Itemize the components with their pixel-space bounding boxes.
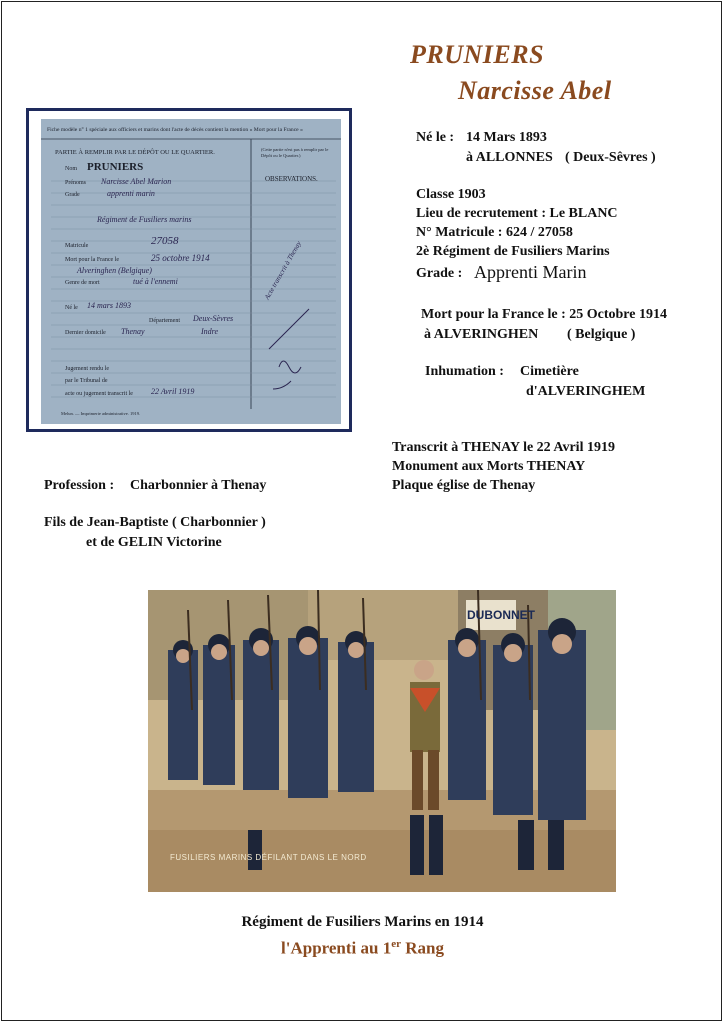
document-domicile-value: Thenay xyxy=(121,327,145,336)
parents-line-1: Fils de Jean-Baptiste ( Charbonnier ) xyxy=(44,515,266,530)
class-line: Classe 1903 xyxy=(416,187,486,202)
document-grade-value: apprenti marin xyxy=(107,189,155,198)
photo-caption-line-2 xyxy=(0,938,725,959)
death-place: à ALVERINGHEN xyxy=(424,327,539,342)
document-jugement-label: Jugement rendu le xyxy=(65,366,109,372)
regiment-line: 2è Régiment de Fusiliers Marins xyxy=(416,244,610,259)
death-country: ( Belgique ) xyxy=(567,327,636,342)
plaque-line: Plaque église de Thenay xyxy=(392,478,536,493)
document-paper xyxy=(41,119,341,424)
surname-title: PRUNIERS xyxy=(410,40,545,69)
birth-label: Né le : xyxy=(416,130,455,145)
given-names-title: Narcisse Abel xyxy=(458,76,612,105)
photo-caption-line-1: Régiment de Fusiliers Marins en 1914 xyxy=(241,914,484,930)
burial-value-1: Cimetière xyxy=(520,364,579,379)
photo-shop-sign: DUBONNET xyxy=(467,608,535,622)
document-corps-value: Régiment de Fusiliers marins xyxy=(97,215,192,224)
grade-value: Apprenti Marin xyxy=(474,262,587,282)
caption-line-2-sup: er xyxy=(391,938,401,950)
document-top-notice: Fiche modèle n° 1 spéciale aux officiers et marins dont l'acte de décès contient la mention « Mort pour la France » xyxy=(47,127,303,133)
document-lieu-value: Alveringhen (Belgique) xyxy=(77,266,152,275)
document-ne-label: Né le xyxy=(65,305,78,311)
parents-line-2: et de GELIN Victorine xyxy=(86,535,222,550)
photo-scene xyxy=(148,590,616,892)
document-section-right-note: (Cette partie n'est pas à remplir par le Dépôt ou le Quartier.) xyxy=(261,147,329,158)
document-genre-label: Genre de mort xyxy=(65,280,100,286)
burial-value-2: d'ALVERINGHEM xyxy=(526,384,646,399)
document-matricule-label: Matricule xyxy=(65,243,89,249)
recruitment-line: Lieu de recrutement : Le BLANC xyxy=(416,206,618,221)
document-margin-note: Acte transcrit à Thenay xyxy=(263,239,303,301)
document-grade-label: Grade xyxy=(65,192,80,198)
profession-label: Profession : xyxy=(44,478,115,493)
document-tribunal-label: par le Tribunal de xyxy=(65,378,108,384)
marching-sailors-photo xyxy=(148,590,616,892)
document-prenoms-label: Prénoms xyxy=(65,180,86,186)
transcription-line: Transcrit à THENAY le 22 Avril 1919 xyxy=(392,440,615,455)
document-genre-value: tué à l'ennemi xyxy=(133,277,178,286)
document-footer: Melun. — Imprimerie administrative. 1919. xyxy=(61,411,141,416)
document-domicile-label: Dernier domicile xyxy=(65,330,106,336)
death-record-document xyxy=(26,108,352,432)
document-ne-value: 14 mars 1893 xyxy=(87,301,132,310)
matricule-line: N° Matricule : 624 / 27058 xyxy=(416,225,573,240)
document-section-left: PARTIE À REMPLIR PAR LE DÉPÔT OU LE QUARTIER. xyxy=(55,149,215,156)
burial-label: Inhumation : xyxy=(425,364,504,379)
document-nom-value: PRUNIERS xyxy=(87,161,144,173)
caption-line-2-post: Rang xyxy=(401,938,444,958)
birth-region: ( Deux-Sêvres ) xyxy=(565,150,656,165)
document-acte-value: 22 Avril 1919 xyxy=(151,387,195,396)
document-matricule-value: 27058 xyxy=(151,235,179,247)
document-acte-label: acte ou jugement transcrit le xyxy=(65,391,133,397)
birth-date: 14 Mars 1893 xyxy=(466,130,547,145)
profession-value: Charbonnier à Thenay xyxy=(130,478,267,493)
document-observations: OBSERVATIONS. xyxy=(265,175,318,183)
photo-caption-text: FUSILIERS MARINS DÉFILANT DANS LE NORD xyxy=(170,853,367,862)
document-prenoms-value: Narcisse Abel Marion xyxy=(101,177,172,186)
grade-label: Grade : xyxy=(416,266,463,281)
document-nom-label: Nom xyxy=(65,166,77,172)
document-mort-label: Mort pour la France le xyxy=(65,257,119,263)
monument-line: Monument aux Morts THENAY xyxy=(392,459,586,474)
document-domicile-dept-value: Indre xyxy=(201,327,219,336)
birth-place: à ALLONNES xyxy=(466,150,553,165)
document-departement-label: Département xyxy=(149,318,180,324)
death-line: Mort pour la France le : 25 Octobre 1914 xyxy=(421,307,667,322)
document-mort-value: 25 octobre 1914 xyxy=(151,253,210,263)
document-departement-value: Deux-Sèvres xyxy=(193,314,234,323)
caption-line-2-pre: l'Apprenti au 1 xyxy=(281,938,392,958)
